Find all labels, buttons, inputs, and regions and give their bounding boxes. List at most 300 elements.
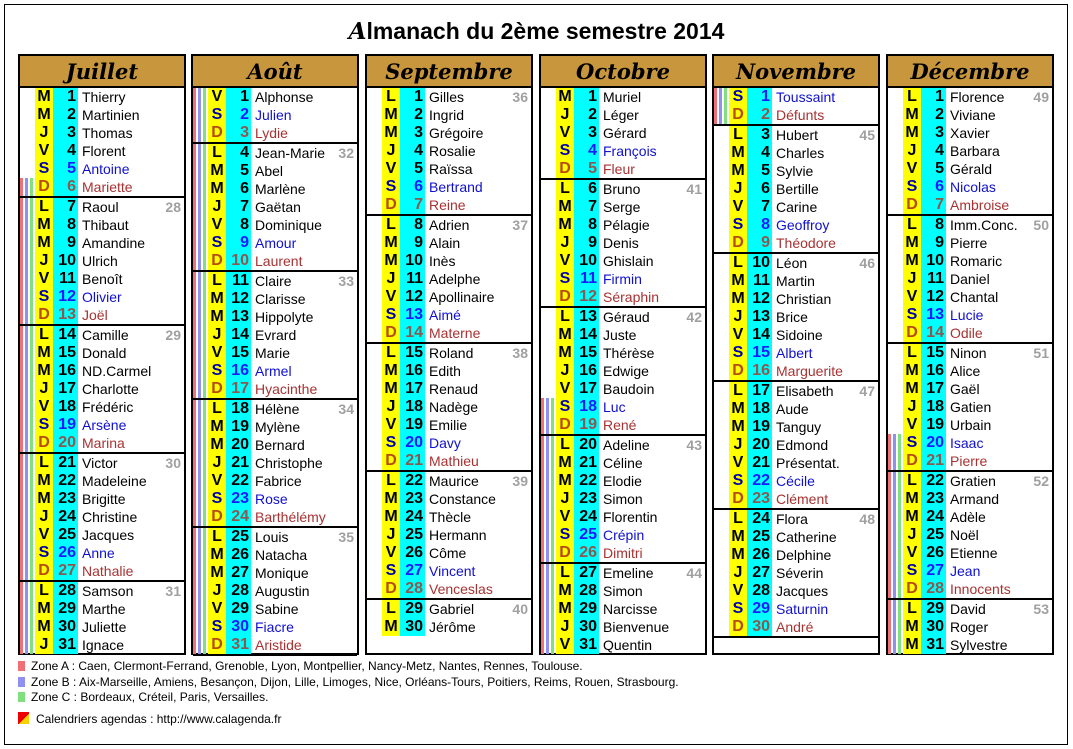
saint-name: Xavier [950,125,990,141]
weekday-letter: J [556,234,574,252]
zone-b-holiday-stripe [546,600,549,618]
day-number: 29 [400,600,425,618]
saint-name: Simon [603,583,643,599]
weekday-letter: M [903,252,921,270]
saint-name: Bertille [776,181,819,197]
legend-zone-c [18,690,268,704]
zone-c-holiday-stripe [203,344,206,362]
day-row [367,600,531,618]
zone-b-holiday-stripe [25,252,28,270]
saint-name: Catherine [776,529,837,545]
weekday-letter: L [556,308,574,326]
day-row [888,636,1052,654]
day-number: 1 [747,88,772,106]
day-number: 23 [226,490,251,508]
week-number: 30 [165,455,181,471]
weekday-letter: L [208,272,226,290]
saint-name: Clément [776,491,829,507]
day-row [541,106,705,124]
saint-name: Simon [603,491,643,507]
zone-a-holiday-stripe [20,490,23,508]
zone-a-holiday-stripe [541,618,544,636]
day-row [367,580,531,600]
day-number: 30 [574,618,599,636]
saint-name: Emeline [603,565,654,581]
day-number: 5 [400,160,425,178]
zone-c-holiday-stripe [30,416,33,434]
saint-name: Florentin [603,509,658,525]
zone-c-holiday-stripe [551,582,554,600]
saint-name: Lucie [950,307,984,323]
saint-name: Carine [776,199,818,215]
zone-c-holiday-stripe [551,472,554,490]
footer-text[interactable]: Calendriers agendas : http://www.calagenda.fr [36,712,282,726]
day-number: 4 [747,144,772,162]
day-number: 25 [574,526,599,544]
day-number: 3 [921,124,946,142]
saint-name: Edwige [603,363,649,379]
day-row [541,636,705,654]
saint-name: Tanguy [776,419,822,435]
month-5 [886,54,1054,655]
zone-c-holiday-stripe [30,234,33,252]
zone-b-holiday-stripe [893,434,896,452]
day-number: 18 [53,398,78,416]
saint-name: Donald [82,345,127,361]
weekday-letter: V [903,288,921,306]
weekday-letter: V [208,88,226,106]
day-row [714,528,878,546]
saint-name: Hermann [429,527,487,543]
zone-b-holiday-stripe [25,544,28,562]
zone-a-holiday-stripe [541,600,544,618]
weekday-letter: D [208,380,226,398]
zone-b-holiday-stripe [25,416,28,434]
weekday-letter: J [729,564,747,582]
weekday-letter: D [729,362,747,380]
day-row [541,252,705,270]
weekday-letter: M [556,472,574,490]
day-number: 2 [574,106,599,124]
zone-c-holiday-stripe [203,162,206,180]
day-number: 3 [226,124,251,142]
day-row [541,490,705,508]
day-row [541,436,705,454]
month-body [888,88,1052,654]
weekday-letter: V [556,508,574,526]
day-number: 23 [747,490,772,508]
zone-c-holiday-stripe [203,198,206,216]
day-number: 29 [921,600,946,618]
day-number: 21 [400,452,425,470]
saint-name: Pélagie [603,217,650,233]
zone-a-holiday-stripe [20,380,23,398]
day-number: 14 [226,326,251,344]
saint-name: Roland [429,345,474,361]
day-row [20,288,184,306]
day-number: 21 [53,454,78,472]
day-number: 26 [400,544,425,562]
weekday-letter: L [208,528,226,546]
weekday-letter: L [729,382,747,400]
day-number: 22 [400,472,425,490]
day-row [193,508,357,528]
saint-name: Madeleine [82,473,147,489]
day-number: 8 [921,216,946,234]
zone-b-holiday-stripe [546,582,549,600]
zone-b-holiday-stripe [546,508,549,526]
day-row [541,618,705,636]
day-number: 24 [53,508,78,526]
saint-name: Christine [82,509,138,525]
zone-b-holiday-stripe [546,454,549,472]
zone-a-holiday-stripe [193,418,196,436]
saint-name: Alain [429,235,461,251]
zone-b-holiday-stripe [25,198,28,216]
day-number: 4 [921,142,946,160]
weekday-letter: J [729,308,747,326]
day-number: 11 [921,270,946,288]
weekday-letter: J [729,436,747,454]
weekday-letter: L [556,180,574,198]
day-number: 30 [226,618,251,636]
weekday-letter: V [903,544,921,562]
day-row [541,326,705,344]
zone-c-holiday-stripe [898,544,901,562]
saint-name: Géraud [603,309,650,325]
saint-name: Bruno [603,181,641,197]
day-number: 24 [747,510,772,528]
day-row [367,106,531,124]
day-row [888,380,1052,398]
day-number: 14 [747,326,772,344]
saint-name: Antoine [82,161,130,177]
zone-b-holiday-stripe [198,400,201,418]
zone-c-holiday-stripe [30,454,33,472]
zone-a-holiday-stripe [541,564,544,582]
weekday-letter: D [35,434,53,452]
day-row [541,564,705,582]
day-row [888,160,1052,178]
saint-name: Davy [429,435,461,451]
day-number: 23 [400,490,425,508]
day-number: 29 [226,600,251,618]
day-number: 18 [400,398,425,416]
weekday-letter: M [208,162,226,180]
week-number: 44 [686,565,702,581]
zone-b-holiday-stripe [198,618,201,636]
weekday-letter: D [35,306,53,324]
day-number: 15 [747,344,772,362]
day-number: 11 [53,270,78,288]
day-row [714,216,878,234]
weekday-letter: J [382,270,400,288]
day-number: 25 [226,528,251,546]
zone-a-holiday-stripe [888,618,891,636]
zone-a-holiday-stripe [193,252,196,270]
saint-name: Mylène [255,419,301,435]
saint-name: Adèle [950,509,986,525]
zone-b-holiday-stripe [198,88,201,106]
day-row [193,308,357,326]
saint-name: Marlène [255,181,306,197]
saint-name: Etienne [950,545,998,561]
zone-a-holiday-stripe [193,546,196,564]
weekday-letter: S [729,472,747,490]
zone-b-holiday-stripe [198,418,201,436]
day-number: 17 [400,380,425,398]
saint-name: Abel [255,163,284,179]
weekday-letter: M [556,344,574,362]
weekday-letter: M [903,636,921,654]
zone-a-holiday-stripe [20,306,23,324]
zone-b-holiday-stripe [546,490,549,508]
day-number: 11 [574,270,599,288]
saint-name: Fabrice [255,473,302,489]
week-number: 53 [1033,601,1049,617]
saint-name: Materne [429,325,481,341]
zone-a-holiday-stripe [20,526,23,544]
saint-name: Nathalie [82,563,134,579]
saint-name: Isaac [950,435,984,451]
month-0 [18,54,186,655]
footer-link[interactable] [18,712,281,726]
day-number: 20 [921,434,946,452]
day-number: 2 [400,106,425,124]
day-row [193,124,357,144]
zone-c-holiday-stripe [203,180,206,198]
zone-c-holiday-stripe [898,434,901,452]
day-number: 12 [574,288,599,306]
saint-name: Séverin [776,565,824,581]
month-3 [539,54,707,655]
day-row [541,216,705,234]
weekday-letter: M [556,326,574,344]
zone-c-holiday-stripe [551,454,554,472]
day-row [193,528,357,546]
weekday-letter: M [382,490,400,508]
zone-c-holiday-stripe [203,618,206,636]
zone-a-holiday-stripe [193,380,196,398]
day-row [193,454,357,472]
saint-name: Juste [603,327,637,343]
day-row [714,254,878,272]
zone-b-holiday-stripe [198,308,201,326]
day-row [20,306,184,326]
zone-a-holiday-stripe [888,434,891,452]
zone-b-holiday-stripe [546,544,549,562]
day-number: 5 [921,160,946,178]
day-number: 20 [226,436,251,454]
weekday-letter: S [35,160,53,178]
saint-name: Thérèse [603,345,655,361]
zone-b-holiday-stripe [25,380,28,398]
day-row [888,178,1052,196]
zone-b-holiday-stripe [25,288,28,306]
day-row [888,580,1052,600]
zone-c-holiday-stripe [203,418,206,436]
week-number: 43 [686,437,702,453]
weekday-letter: D [903,324,921,342]
day-row [193,380,357,400]
saint-name: Noël [950,527,979,543]
saint-name: Léger [603,107,639,123]
day-row [367,472,531,490]
zone-c-holiday-stripe [203,234,206,252]
zone-b-holiday-stripe [25,326,28,344]
saint-name: Serge [603,199,641,215]
zone-a-holiday-stripe [541,544,544,562]
day-row [714,382,878,400]
day-row [193,144,357,162]
day-row [888,106,1052,124]
day-number: 23 [53,490,78,508]
weekday-letter: M [382,124,400,142]
saint-name: Saturnin [776,601,829,617]
saint-name: Sylvestre [950,637,1008,653]
day-row [541,544,705,564]
day-row [714,290,878,308]
weekday-letter: J [208,198,226,216]
day-row [193,618,357,636]
weekday-letter: M [729,418,747,436]
day-row [367,526,531,544]
weekday-letter: L [382,472,400,490]
day-number: 15 [53,344,78,362]
day-number: 15 [921,344,946,362]
day-row [541,270,705,288]
saint-name: Dominique [255,217,322,233]
weekday-letter: M [208,180,226,198]
weekday-letter: M [903,508,921,526]
saint-name: Quentin [603,637,653,653]
day-row [20,562,184,582]
zone-a-holiday-stripe [888,508,891,526]
zone-c-holiday-stripe [203,252,206,270]
day-row [367,142,531,160]
zone-a-holiday-stripe [20,252,23,270]
day-number: 7 [400,196,425,214]
saint-name: Alice [950,363,981,379]
zone-c-holiday-stripe [203,528,206,546]
zone-b-holiday-stripe [25,508,28,526]
day-row [20,344,184,362]
saint-name: Crépin [603,527,645,543]
day-row [541,398,705,416]
saint-name: Brice [776,309,808,325]
weekday-letter: J [729,180,747,198]
day-row [888,398,1052,416]
weekday-letter: L [208,400,226,418]
day-number: 18 [747,400,772,418]
day-number: 1 [53,88,78,106]
day-number: 19 [921,416,946,434]
zone-a-holiday-stripe [20,198,23,216]
saint-name: Grégoire [429,125,484,141]
weekday-letter: D [35,562,53,580]
day-row [714,362,878,382]
day-number: 28 [53,582,78,600]
weekday-letter: D [903,580,921,598]
weekday-letter: L [35,454,53,472]
saint-name: Hippolyte [255,309,314,325]
day-row [888,526,1052,544]
zone-c-holiday-stripe [203,454,206,472]
day-number: 9 [747,234,772,252]
zone-c-holiday-stripe [203,308,206,326]
day-number: 25 [53,526,78,544]
weekday-letter: S [208,362,226,380]
weekday-letter: M [556,582,574,600]
weekday-letter: V [382,416,400,434]
weekday-letter: M [208,290,226,308]
zone-a-holiday-stripe [193,290,196,308]
weekday-letter: M [382,618,400,636]
day-number: 13 [747,308,772,326]
saint-name: Marina [82,435,125,451]
day-row [20,398,184,416]
zone-a-holiday-stripe [193,436,196,454]
day-row [20,142,184,160]
week-number: 52 [1033,473,1049,489]
zone-c-holiday-stripe [551,398,554,416]
saint-name: Venceslas [429,581,493,597]
day-row [20,234,184,252]
day-row [193,600,357,618]
zone-c-holiday-stripe [551,416,554,434]
day-number: 17 [747,382,772,400]
day-number: 20 [747,436,772,454]
weekday-letter: D [208,636,226,654]
legend-zone-a [18,659,583,673]
zone-b-holiday-stripe [198,106,201,124]
day-row [714,272,878,290]
weekday-letter: M [35,600,53,618]
saint-name: Jacques [776,583,829,599]
saint-name: Constance [429,491,496,507]
zone-a-holiday-stripe [20,562,23,580]
month-header: Octobre [541,56,705,88]
saint-name: Bertrand [429,179,483,195]
day-number: 12 [747,290,772,308]
zone-b-holiday-stripe [198,600,201,618]
zone-c-holiday-stripe [203,124,206,142]
weekday-letter: S [903,562,921,580]
saint-name: Delphine [776,547,832,563]
weekday-letter: L [903,216,921,234]
day-number: 22 [574,472,599,490]
zone-c-holiday-stripe [898,618,901,636]
day-row [20,544,184,562]
saint-name: Aimé [429,307,461,323]
day-number: 14 [400,324,425,342]
zone-c-holiday-stripe [30,582,33,600]
week-number: 45 [859,127,875,143]
day-number: 7 [747,198,772,216]
zone-b-holiday-stripe [198,144,201,162]
day-number: 27 [747,564,772,582]
day-number: 19 [400,416,425,434]
day-row [193,290,357,308]
zone-c-holiday-stripe [203,290,206,308]
weekday-letter: S [35,288,53,306]
weekday-letter: M [903,106,921,124]
day-number: 22 [747,472,772,490]
day-row [541,308,705,326]
zone-b-holiday-stripe [198,290,201,308]
saint-name: Viviane [950,107,996,123]
weekday-letter: L [382,600,400,618]
